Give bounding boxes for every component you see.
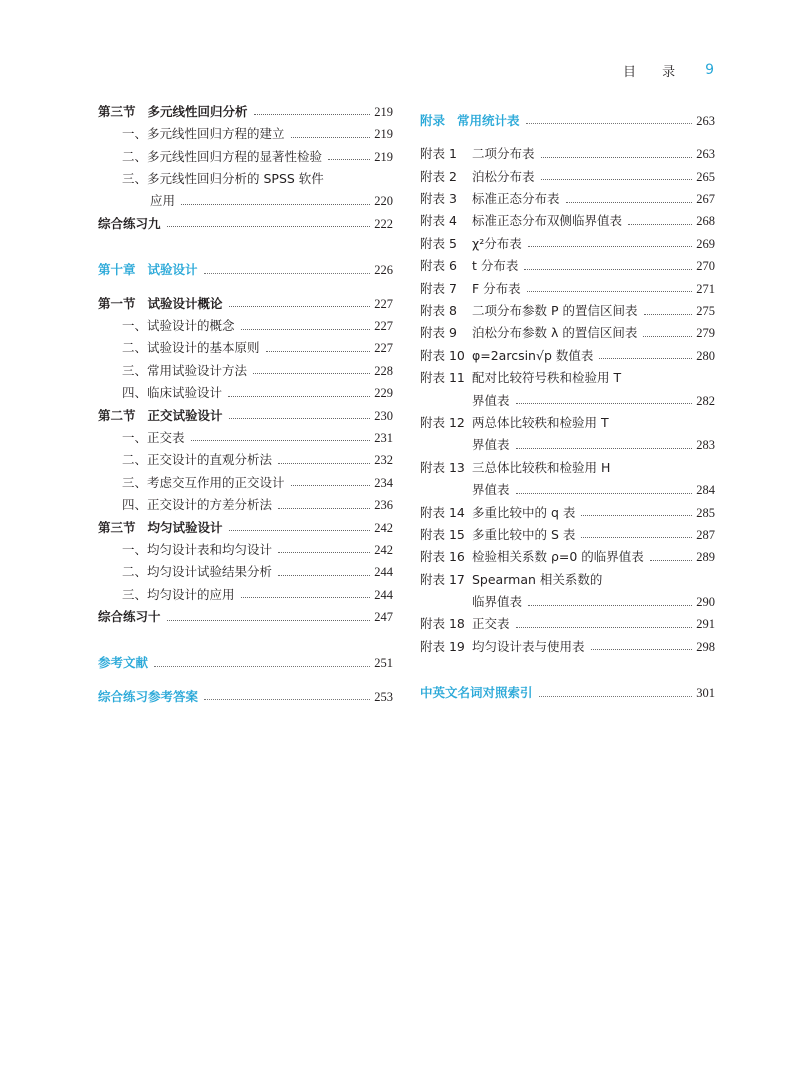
toc-page-number: 283 <box>696 438 715 453</box>
toc-entry-number: 附录 <box>420 112 446 128</box>
dot-leader <box>541 156 693 158</box>
toc-entry[interactable] <box>98 310 393 332</box>
toc-entry-title: 均匀设计表与使用表 <box>472 638 585 654</box>
toc-entry[interactable] <box>98 467 393 489</box>
toc-page-number: 270 <box>696 259 715 274</box>
dot-leader <box>581 536 692 538</box>
toc-entry[interactable] <box>98 377 393 399</box>
toc-entry[interactable] <box>420 497 715 519</box>
toc-page-number: 244 <box>374 587 393 602</box>
toc-entry-number: 附表 14 <box>420 504 465 520</box>
dot-leader <box>278 551 370 553</box>
toc-entry[interactable] <box>98 489 393 511</box>
toc-entry-title: 泊松分布参数 λ 的置信区间表 <box>472 325 638 341</box>
dot-leader <box>541 178 693 180</box>
toc-entry-number: 附表 7 <box>420 280 457 296</box>
toc-entry-title: 一、试验设计的概念 <box>122 318 235 334</box>
toc-page-number: 275 <box>696 304 715 319</box>
toc-entry[interactable] <box>420 138 715 160</box>
toc-entry[interactable] <box>420 474 715 496</box>
toc-page-number: 242 <box>374 520 393 535</box>
toc-page-number: 265 <box>696 169 715 184</box>
dot-leader <box>278 507 370 509</box>
toc-entry-title: 均匀试验设计 <box>147 519 223 535</box>
dot-leader <box>278 574 370 576</box>
dot-leader <box>254 113 371 115</box>
header-page-number: 9 <box>705 62 714 78</box>
toc-entry-number: 参考文献 <box>98 655 149 671</box>
toc-entry-number: 第十章 <box>98 262 136 278</box>
toc-page-number: 285 <box>696 505 715 520</box>
toc-page-number: 230 <box>374 408 393 423</box>
toc-entry[interactable] <box>420 183 715 205</box>
toc-entry[interactable] <box>98 208 393 230</box>
toc-entry-number: 附表 1 <box>420 146 457 162</box>
toc-page-number: 290 <box>696 595 715 610</box>
toc-entry[interactable] <box>420 519 715 541</box>
toc-entry-number: 附表 4 <box>420 213 457 229</box>
toc-entry[interactable] <box>98 333 393 355</box>
toc-entry-number: 附表 18 <box>420 616 465 632</box>
toc-entry-number: 第一节 <box>98 295 136 311</box>
toc-entry-title: 一、多元线性回归方程的建立 <box>122 126 285 142</box>
toc-entry-title: 泊松分布表 <box>472 168 535 184</box>
toc-page-number: 227 <box>374 341 393 356</box>
dot-leader <box>241 596 371 598</box>
dot-leader <box>278 462 370 464</box>
toc-entry-title: 多元线性回归分析 <box>147 103 248 119</box>
toc-page-number: 287 <box>696 527 715 542</box>
toc-entry-title: 试验设计 <box>147 262 198 278</box>
toc-entry-title: 界值表 <box>472 392 510 408</box>
dot-leader <box>167 225 371 227</box>
dot-leader <box>650 559 692 561</box>
toc-entry-title: φ=2arcsin√p 数值表 <box>472 347 594 363</box>
toc-entry-title: 常用统计表 <box>457 112 520 128</box>
toc-entry[interactable] <box>420 564 715 586</box>
dot-leader <box>204 698 370 700</box>
toc-entry-title: 二项分布表 <box>472 146 535 162</box>
toc-page-number: 263 <box>696 147 715 162</box>
running-header <box>623 60 714 80</box>
toc-entry[interactable] <box>420 161 715 183</box>
toc-entry-number: 附表 19 <box>420 638 465 654</box>
toc-page-number: 253 <box>374 689 393 704</box>
toc-entry[interactable] <box>420 586 715 608</box>
toc-page-number: 227 <box>374 319 393 334</box>
dot-leader <box>291 484 371 486</box>
toc-page-number: 231 <box>374 430 393 445</box>
toc-entry[interactable] <box>420 250 715 272</box>
toc-entry-title: 二、正交设计的直观分析法 <box>122 452 273 468</box>
toc-page-number: 291 <box>696 617 715 632</box>
toc-entry-title: 一、正交表 <box>122 429 185 445</box>
toc-right-column <box>420 96 715 700</box>
header-title-b: 录 <box>662 64 676 80</box>
toc-page-number: 219 <box>374 149 393 164</box>
dot-leader <box>516 492 693 494</box>
dot-leader <box>228 395 370 397</box>
toc-entry[interactable] <box>420 340 715 362</box>
toc-entry-title: 三总体比较秩和检验用 H <box>472 459 611 475</box>
toc-page-number: 232 <box>374 453 393 468</box>
toc-entry-number: 综合练习参考答案 <box>98 688 199 704</box>
toc-entry-title: F 分布表 <box>472 280 521 296</box>
toc-entry[interactable] <box>98 444 393 466</box>
toc-entry-number: 附表 10 <box>420 347 465 363</box>
toc-entry-title: 正交表 <box>472 616 510 632</box>
dot-leader <box>643 335 692 337</box>
toc-entry[interactable] <box>98 163 393 185</box>
toc-entry-number: 附表 2 <box>420 168 457 184</box>
toc-page-number: 298 <box>696 639 715 654</box>
toc-page-number: 251 <box>374 656 393 671</box>
dot-leader <box>516 402 693 404</box>
toc-entry-title: 试验设计概论 <box>147 295 223 311</box>
toc-entry-number: 第三节 <box>98 103 136 119</box>
toc-page-number: 279 <box>696 326 715 341</box>
toc-entry[interactable] <box>98 141 393 163</box>
toc-entry-number: 附表 15 <box>420 526 465 542</box>
toc-entry-number: 综合练习十 <box>98 609 161 625</box>
toc-entry[interactable] <box>98 186 393 208</box>
toc-page-number: 269 <box>696 236 715 251</box>
toc-entry-number: 附表 16 <box>420 549 465 565</box>
toc-entry-title: 一、均匀设计表和均匀设计 <box>122 541 273 557</box>
dot-leader <box>167 619 371 621</box>
toc-entry-title: 临界值表 <box>472 594 523 610</box>
toc-entry[interactable] <box>420 318 715 340</box>
dot-leader <box>599 357 692 359</box>
dot-leader <box>528 245 693 247</box>
toc-entry-number: 第二节 <box>98 407 136 423</box>
toc-page-number: 263 <box>696 113 715 128</box>
toc-entry[interactable] <box>98 355 393 377</box>
toc-page-number: 222 <box>374 216 393 231</box>
toc-entry[interactable] <box>98 681 393 703</box>
toc-entry-title: 配对比较符号秩和检验用 T <box>472 370 622 386</box>
toc-entry[interactable] <box>98 254 393 276</box>
toc-entry-number: 附表 17 <box>420 571 465 587</box>
dot-leader <box>328 158 370 160</box>
toc-entry-title: 多重比较中的 q 表 <box>472 504 576 520</box>
toc-page-number: 227 <box>374 296 393 311</box>
toc-entry[interactable] <box>420 631 715 653</box>
dot-leader <box>526 122 693 124</box>
dot-leader <box>229 305 371 307</box>
dot-leader <box>539 695 693 697</box>
toc-left-column <box>98 96 393 703</box>
toc-page-number: 242 <box>374 542 393 557</box>
toc-entry[interactable] <box>98 400 393 422</box>
toc-entry[interactable] <box>98 118 393 140</box>
dot-leader <box>204 272 371 274</box>
toc-page-number: 284 <box>696 483 715 498</box>
toc-entry[interactable] <box>98 512 393 534</box>
toc-entry-title: 四、临床试验设计 <box>122 385 223 401</box>
toc-page-number: 236 <box>374 498 393 513</box>
dot-leader <box>516 447 693 449</box>
toc-page-number: 268 <box>696 214 715 229</box>
toc-entry-title: 三、常用试验设计方法 <box>122 362 248 378</box>
toc-entry[interactable] <box>420 609 715 631</box>
toc-entry-number: 附表 6 <box>420 258 457 274</box>
toc-entry-title: 三、均匀设计的应用 <box>122 586 235 602</box>
toc-page-number: 234 <box>374 475 393 490</box>
toc-entry[interactable] <box>420 295 715 317</box>
dot-leader <box>566 201 693 203</box>
toc-entry[interactable] <box>420 452 715 474</box>
header-title-a: 目 <box>623 64 637 80</box>
toc-entry-title: 三、多元线性回归分析的 SPSS 软件 <box>122 171 324 187</box>
toc-page-number: 228 <box>374 363 393 378</box>
dot-leader <box>591 648 693 650</box>
toc-entry[interactable] <box>420 429 715 451</box>
toc-entry[interactable] <box>420 105 715 127</box>
toc-entry-title: 二、均匀设计试验结果分析 <box>122 564 273 580</box>
toc-page-number: 229 <box>374 386 393 401</box>
toc-page-number: 271 <box>696 281 715 296</box>
dot-leader <box>229 529 371 531</box>
dot-leader <box>628 223 692 225</box>
toc-entry-number: 附表 12 <box>420 414 465 430</box>
toc-entry-number: 附表 5 <box>420 235 457 251</box>
toc-entry[interactable] <box>98 579 393 601</box>
toc-entry-title: 标准正态分布双侧临界值表 <box>472 213 623 229</box>
toc-entry-number: 第三节 <box>98 519 136 535</box>
toc-entry-title: 界值表 <box>472 437 510 453</box>
toc-entry[interactable] <box>98 422 393 444</box>
dot-leader <box>516 626 693 628</box>
toc-entry-title: 两总体比较秩和检验用 T <box>472 414 609 430</box>
dot-leader <box>181 203 370 205</box>
toc-entry-number: 附表 13 <box>420 459 465 475</box>
dot-leader <box>241 328 371 330</box>
toc-entry-number: 附表 9 <box>420 325 457 341</box>
toc-page-number: 226 <box>374 263 393 278</box>
toc-entry-number: 附表 11 <box>420 370 465 386</box>
toc-entry[interactable] <box>420 407 715 429</box>
toc-page-number: 267 <box>696 192 715 207</box>
toc-entry-title: 正交试验设计 <box>147 407 223 423</box>
dot-leader <box>229 417 371 419</box>
dot-leader <box>266 350 371 352</box>
toc-page-number: 220 <box>374 194 393 209</box>
toc-page-number: 219 <box>374 104 393 119</box>
toc-entry-title: 界值表 <box>472 482 510 498</box>
toc-entry[interactable] <box>420 677 715 699</box>
dot-leader <box>291 136 371 138</box>
dot-leader <box>253 372 370 374</box>
toc-entry-title: 二、多元线性回归方程的显著性检验 <box>122 148 323 164</box>
toc-entry[interactable] <box>420 385 715 407</box>
toc-entry[interactable] <box>420 362 715 384</box>
toc-entry-title: 检验相关系数 ρ=0 的临界值表 <box>472 549 644 565</box>
toc-entry[interactable] <box>98 601 393 623</box>
toc-page-number: 244 <box>374 565 393 580</box>
toc-entry[interactable] <box>98 534 393 556</box>
toc-entry-number: 综合练习九 <box>98 215 161 231</box>
toc-entry-title: χ²分布表 <box>472 235 522 251</box>
dot-leader <box>528 604 692 606</box>
toc-entry-number: 中英文名词对照索引 <box>420 685 533 701</box>
toc-entry-title: 四、正交设计的方差分析法 <box>122 497 273 513</box>
toc-entry[interactable] <box>98 648 393 670</box>
toc-page-number: 289 <box>696 550 715 565</box>
dot-leader <box>524 268 692 270</box>
toc-entry-number: 附表 8 <box>420 303 457 319</box>
toc-entry-title: 应用 <box>150 193 176 209</box>
toc-page-number: 282 <box>696 393 715 408</box>
dot-leader <box>527 290 693 292</box>
toc-page-number: 219 <box>374 127 393 142</box>
toc-entry-title: 标准正态分布表 <box>472 191 560 207</box>
toc-entry-title: 二项分布参数 P 的置信区间表 <box>472 303 638 319</box>
toc-entry[interactable] <box>98 288 393 310</box>
toc-entry-title: t 分布表 <box>472 258 519 274</box>
toc-page-number: 247 <box>374 610 393 625</box>
toc-entry-number: 附表 3 <box>420 191 457 207</box>
dot-leader <box>581 514 692 516</box>
toc-entry-title: Spearman 相关系数的 <box>472 571 603 587</box>
toc-entry[interactable] <box>420 206 715 228</box>
toc-entry[interactable] <box>420 273 715 295</box>
toc-entry[interactable] <box>98 96 393 118</box>
toc-entry[interactable] <box>420 228 715 250</box>
dot-leader <box>191 439 371 441</box>
toc-entry[interactable] <box>420 541 715 563</box>
toc-entry-title: 二、试验设计的基本原则 <box>122 340 260 356</box>
toc-entry[interactable] <box>98 556 393 578</box>
toc-page-number: 280 <box>696 348 715 363</box>
toc-page-number: 301 <box>696 686 715 701</box>
toc-entry-title: 三、考虑交互作用的正交设计 <box>122 474 285 490</box>
toc-entry-title: 多重比较中的 S 表 <box>472 526 576 542</box>
dot-leader <box>644 313 693 315</box>
dot-leader <box>154 665 370 667</box>
